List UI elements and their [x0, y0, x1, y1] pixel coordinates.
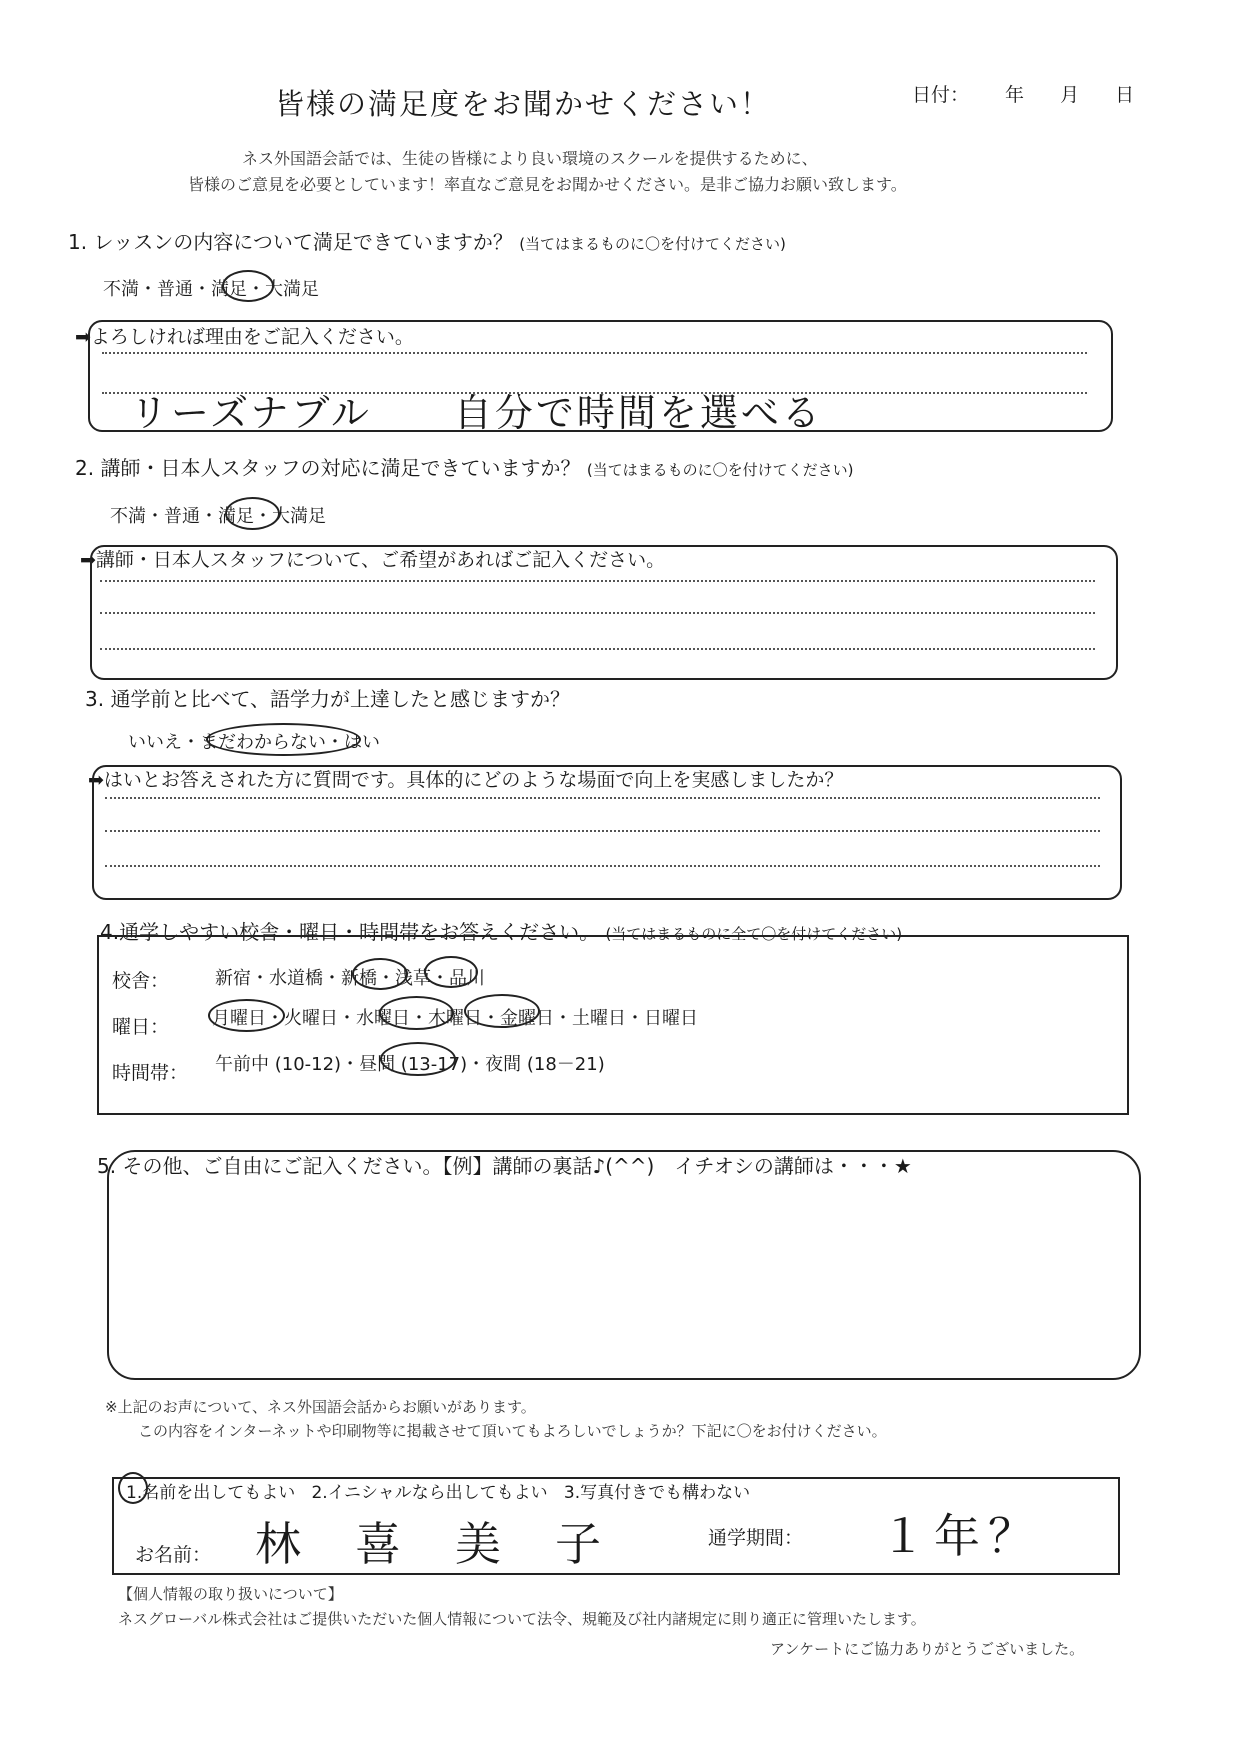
- q2-dotted-line-2: [100, 612, 1095, 614]
- privacy-heading: 【個人情報の取り扱いについて】: [118, 1585, 343, 1603]
- q4-question-text: 4.通学しやすい校舎・曜日・時間帯をお答えください。: [100, 920, 600, 944]
- q1-options: 不満・普通・満足・大満足: [103, 279, 319, 300]
- q4-circle-monday: [208, 999, 285, 1032]
- q4-note: (当てはまるものに全て〇を付けてください): [605, 925, 903, 943]
- q4-circle-thursday: [464, 994, 540, 1028]
- date-field: 日付： 年 月 日: [912, 84, 1135, 106]
- q2-prompt: ➡講師・日本人スタッフについて、ご希望があればご記入ください。: [80, 549, 666, 571]
- name-label: お名前：: [135, 1544, 212, 1566]
- q4-row-label-time: 時間帯：: [112, 1062, 189, 1084]
- intro-line-1: ネス外国語会話では、生徒の皆様により良い環境のスクールを提供するために、: [242, 149, 818, 168]
- q4-row-values-campus: 新宿・水道橋・新橋・浅草・品川: [215, 968, 485, 989]
- q5-question: 5. その他、ご自由にご記入ください。【例】講師の裏話♪(^^) イチオシの講師は・・・★: [97, 1154, 912, 1178]
- consent-notice-2: この内容をインターネットや印刷物等に掲載させて頂いてもよろしいでしょうか？下記に〇をお付けください。: [138, 1422, 887, 1440]
- q1-note: (当てはまるものに〇を付けてください): [519, 235, 786, 253]
- q4-row-values-day: 月曜日・火曜日・水曜日・木曜日・金曜日・土曜日・日曜日: [212, 1008, 698, 1029]
- q1-question: [68, 226, 786, 255]
- q2-selection-circle: [225, 497, 280, 530]
- page-title: 皆様の満足度をお聞かせください！: [275, 87, 772, 121]
- q1-prompt: ➡よろしければ理由をご記入ください。: [75, 326, 414, 348]
- q4-row-label-day: 曜日：: [112, 1016, 170, 1038]
- q2-note: (当てはまるものに〇を付けてください): [586, 461, 854, 479]
- name-handwritten: 林 喜 美 子: [255, 1517, 605, 1571]
- consent-option-3[interactable]: 3.写真付きでも構わない: [563, 1483, 751, 1503]
- q4-row-values-time: 午前中 (10-12)・昼間 (13-17)・夜間 (18－21): [215, 1054, 605, 1075]
- consent-notice-1: ※上記のお声について、ネス外国語会話からお願いがあります。: [105, 1398, 536, 1416]
- q1-handwritten-answer: リーズナブル 自分で時間を選べる: [130, 391, 823, 435]
- intro-line-2: 皆様のご意見を必要としています！率直なご意見をお聞かせください。是非ご協力お願い致します。: [188, 175, 907, 194]
- q4-circle-asakusa: [424, 956, 478, 988]
- q2-question-text: 2. 講師・日本人スタッフの対応に満足できていますか？: [75, 456, 581, 480]
- q4-circle-wednesday: [379, 996, 454, 1030]
- q3-selection-circle: [206, 723, 361, 756]
- q2-dotted-line-3: [100, 648, 1095, 650]
- q4-circle-daytime: [380, 1042, 456, 1076]
- q3-prompt: ➡はいとお答えされた方に質問です。具体的にどのような場面で向上を実感しましたか？: [88, 769, 844, 791]
- q2-dotted-line-1: [100, 580, 1095, 582]
- q4-row-label-campus: 校舎：: [112, 970, 170, 992]
- consent-option-2[interactable]: 2.イニシャルなら出してもよい: [311, 1483, 548, 1503]
- privacy-text: ネスグローバル株式会社はご提供いただいた個人情報について法令、規範及び社内諸規定に則り適正に管理いたします。: [118, 1610, 926, 1628]
- q4-circle-shinbashi: [352, 958, 408, 990]
- period-handwritten: １年？: [880, 1509, 1042, 1563]
- consent-option-1[interactable]: 1.名前を出してもよい: [126, 1483, 296, 1503]
- q3-dotted-line-3: [105, 865, 1100, 867]
- q3-dotted-line-2: [105, 830, 1100, 832]
- q3-options: いいえ・まだわからない・はい: [128, 732, 380, 753]
- q2-options: 不満・普通・満足・大満足: [110, 506, 326, 527]
- period-label: 通学期間：: [708, 1527, 804, 1549]
- thanks-text: アンケートにご協力ありがとうございました。: [770, 1640, 1085, 1658]
- q2-question: [75, 452, 854, 481]
- q3-question: 3. 通学前と比べて、語学力が上達したと感じますか？: [85, 687, 571, 711]
- q3-answer-box[interactable]: [92, 765, 1122, 900]
- q3-dotted-line-1: [105, 797, 1100, 799]
- q1-question-text: 1. レッスンの内容について満足できていますか？: [68, 230, 513, 254]
- q1-selection-circle: [222, 270, 274, 302]
- q5-answer-box[interactable]: [107, 1150, 1141, 1380]
- q1-dotted-line-1: [102, 352, 1087, 354]
